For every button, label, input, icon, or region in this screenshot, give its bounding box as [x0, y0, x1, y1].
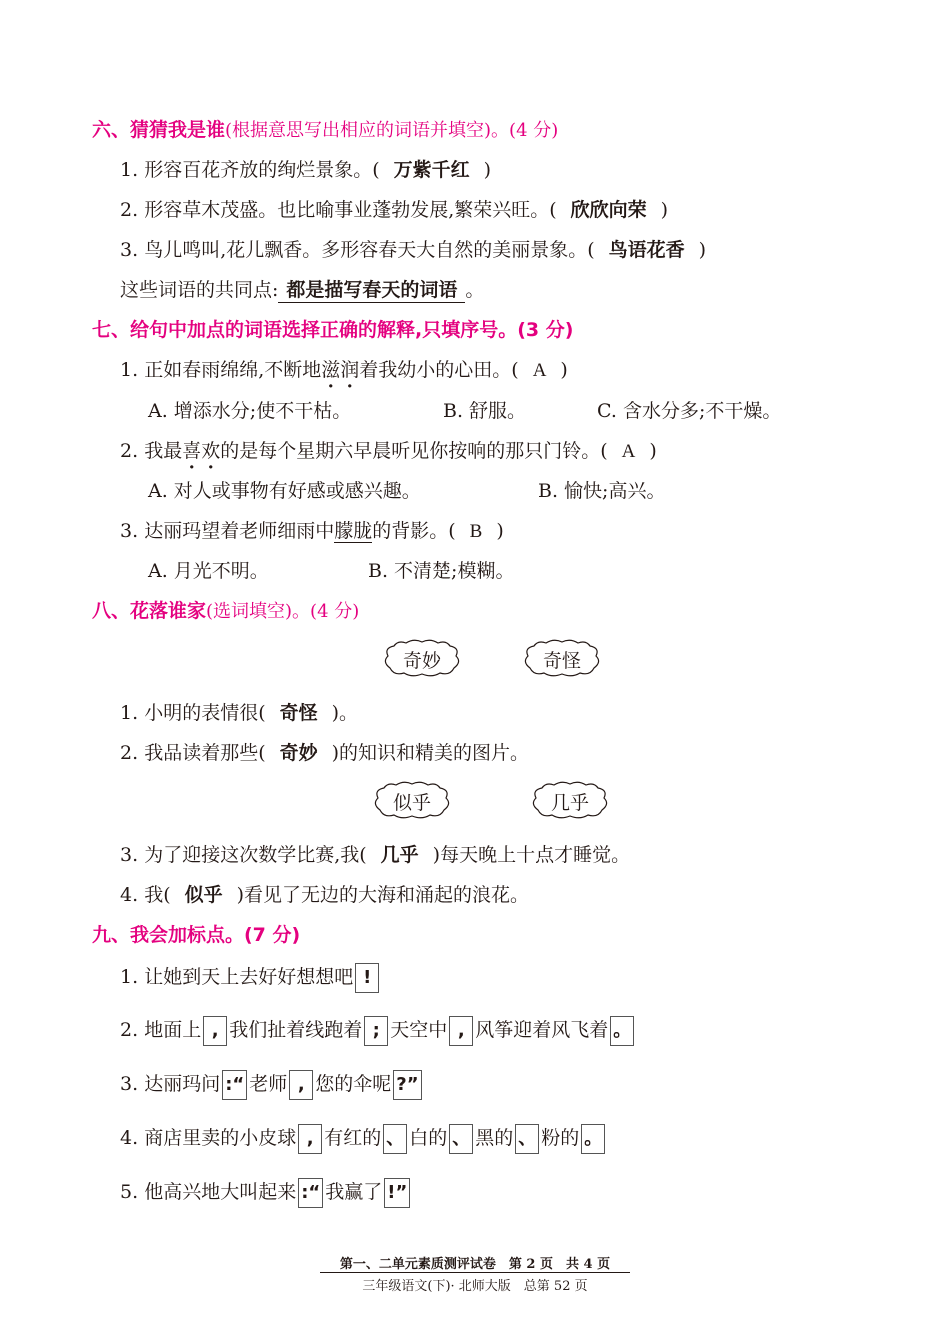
s7-q1-opt-b: B. 舒服。: [443, 400, 527, 422]
s8-item-1: 1. 小明的表情很( 奇怪 )。: [120, 702, 359, 724]
s7-q3: 3. 达丽玛望着老师细雨中朦胧的背影。( B ): [120, 520, 504, 542]
punct-box: !: [355, 963, 379, 993]
word-cloud-qiguai: [522, 638, 602, 678]
s6-common-answer: 都是描写春天的词语: [278, 279, 465, 303]
word-sihu: 似乎: [392, 792, 431, 814]
s6-answer-3: 鸟语花香: [608, 239, 685, 261]
s7-q1: 1. 正如春雨绵绵,不断地滋润着我幼小的心田。( A ): [120, 359, 568, 381]
s8-answer-4: 似乎: [184, 884, 223, 906]
s9-line-2: 2. 地面上 , 我们扯着线跑着 ; 天空中 , 风筝迎着风飞着 。: [120, 1015, 636, 1046]
s7-q2: 2. 我最喜欢的是每个星期六早晨听见你按响的那只门铃。( A ): [120, 440, 657, 462]
s8-answer-2: 奇妙: [279, 742, 318, 764]
s8-answer-3: 几乎: [380, 844, 419, 866]
s6-answer-2: 欣欣向荣: [570, 199, 647, 221]
footer-line-2: 三年级语文(下)· 北师大版 总第 52 页: [320, 1272, 630, 1294]
section-9-title: 九、我会加标点。(7 分): [92, 924, 301, 946]
s6-item-1: 1. 形容百花齐放的绚烂景象。( 万紫千红 ): [120, 159, 492, 181]
s7-answer-3: B: [469, 521, 483, 542]
section-8-title: 八、花落谁家(选词填空)。(4 分): [92, 600, 360, 622]
punct-box: 。: [581, 1124, 605, 1154]
s8-item-2: 2. 我品读着那些( 奇妙 )的知识和精美的图片。: [120, 742, 530, 764]
word-qimiao: 奇妙: [402, 650, 441, 672]
word-jihu: 几乎: [550, 792, 589, 814]
s6-answer-1: 万紫千红: [393, 159, 470, 181]
punct-box: ,: [449, 1016, 473, 1046]
word-cloud-jihu: [530, 780, 610, 820]
section-6-title: [92, 115, 558, 142]
s7-q2-opt-b: B. 愉快;高兴。: [538, 480, 666, 502]
punct-box: :“: [222, 1070, 247, 1100]
section-6-heading: 六、猜猜我是谁: [92, 119, 226, 141]
s6-item-2: 2. 形容草木茂盛。也比喻事业蓬勃发展,繁荣兴旺。( 欣欣向荣 ): [120, 199, 669, 221]
punct-box: ?”: [393, 1070, 421, 1100]
word-qiguai: 奇怪: [542, 650, 581, 672]
punct-box: 。: [610, 1016, 634, 1046]
s7-q1-opt-c: C. 含水分多;不干燥。: [597, 400, 782, 422]
s7-q3-opt-a: A. 月光不明。: [148, 560, 269, 582]
s9-line-1: 1. 让她到天上去好好想想吧 !: [120, 962, 381, 993]
punct-box: 、: [383, 1124, 407, 1154]
punct-box: ,: [289, 1070, 313, 1100]
punct-box: !”: [384, 1178, 410, 1208]
punct-box: 、: [449, 1124, 473, 1154]
s7-q2-opt-a: A. 对人或事物有好感或感兴趣。: [148, 480, 421, 502]
word-cloud-qimiao: [382, 638, 462, 678]
s7-answer-2: A: [621, 441, 636, 462]
s6-item-3: 3. 鸟儿鸣叫,花儿飘香。多形容春天大自然的美丽景象。( 鸟语花香 ): [120, 239, 707, 261]
punct-box: ,: [298, 1124, 322, 1154]
punct-box: 、: [515, 1124, 539, 1154]
punct-box: ,: [203, 1016, 227, 1046]
s7-q3-opt-b: B. 不清楚;模糊。: [368, 560, 515, 582]
s9-line-5: 5. 他高兴地大叫起来 :“ 我赢了 !”: [120, 1177, 412, 1208]
s8-item-4: 4. 我( 似乎 )看见了无边的大海和涌起的浪花。: [120, 884, 530, 906]
punct-box: ;: [364, 1016, 388, 1046]
s7-answer-1: A: [532, 360, 547, 381]
s6-common: 这些词语的共同点: 都是描写春天的词语 。: [120, 279, 485, 301]
s9-line-4: 4. 商店里卖的小皮球 , 有红的 、 白的 、 黑的 、 粉的 。: [120, 1123, 607, 1154]
section-6-hint: (根据意思写出相应的词语并填空)。(4 分): [225, 120, 559, 141]
section-7-title: 七、给句中加点的词语选择正确的解释,只填序号。(3 分): [92, 319, 574, 341]
s7-q1-opt-a: A. 增添水分;使不干枯。: [148, 400, 352, 422]
word-cloud-sihu: [372, 780, 452, 820]
footer-line-1: 第一、二单元素质测评试卷 第 2 页 共 4 页: [339, 1257, 611, 1272]
s9-line-3: 3. 达丽玛问 :“ 老师 , 您的伞呢 ?”: [120, 1069, 424, 1100]
s8-item-3: 3. 为了迎接这次数学比赛,我( 几乎 )每天晚上十点才睡觉。: [120, 844, 631, 866]
s8-answer-1: 奇怪: [279, 702, 318, 724]
punct-box: :“: [298, 1178, 323, 1208]
